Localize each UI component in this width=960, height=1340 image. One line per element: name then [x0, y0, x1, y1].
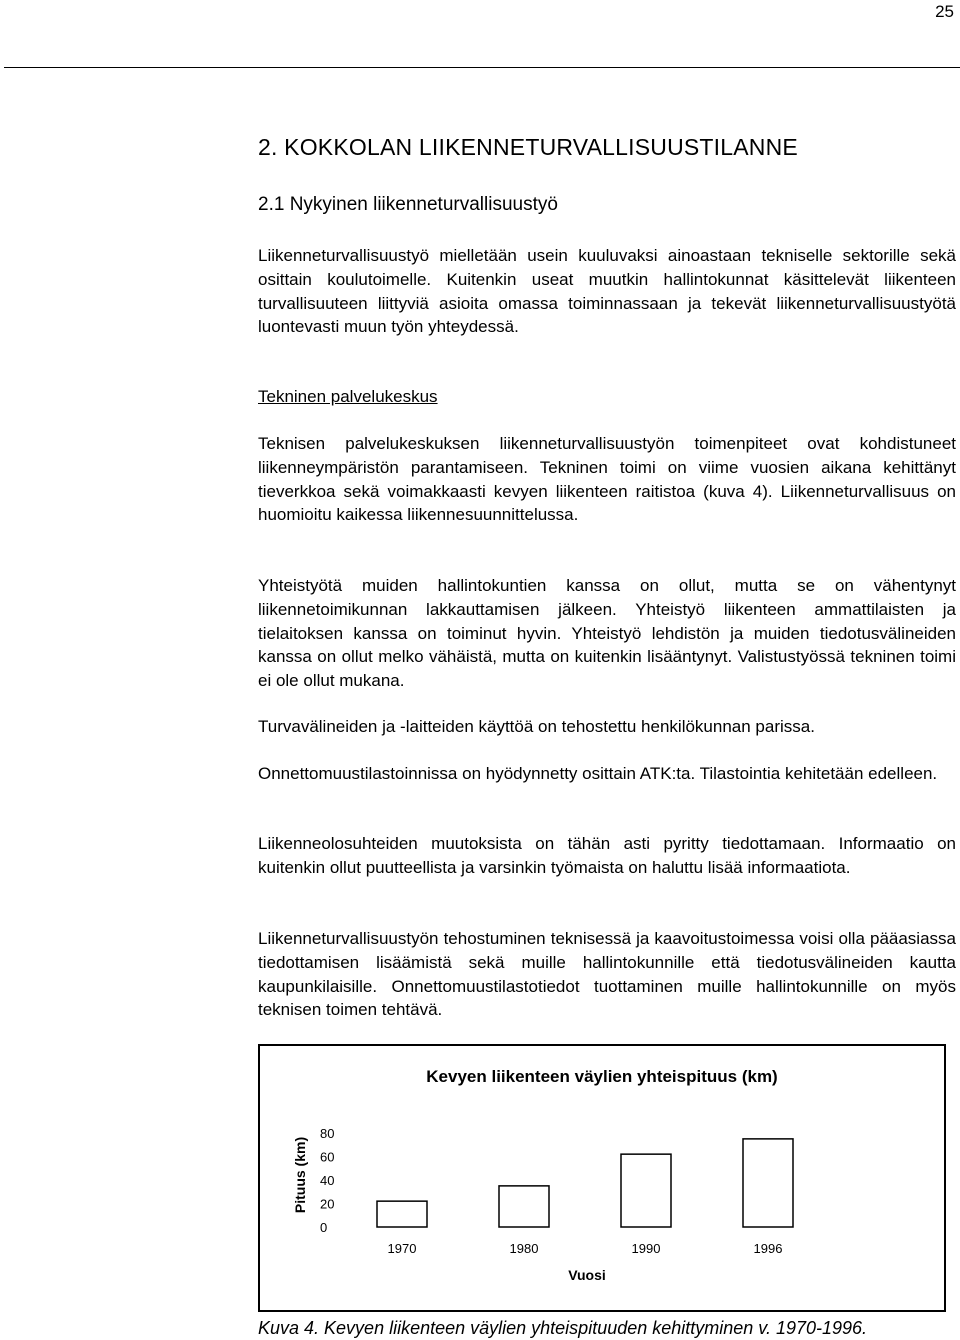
x-tick-label: 1970	[387, 1241, 417, 1256]
bar-1996	[743, 1139, 793, 1227]
body-paragraph: Teknisen palvelukeskuksen liikenneturvallisuustyön toimenpiteet ovat kohdistuneet liikenneympäristön parantamiseen. Tekninen toimi on viime vuosien aikana kehittänyt tieverkkoa sekä voimakkaasti kevyen liikenteen raitistoa (kuva 4). Liikenneturvallisuus on huomioitu kaikessa liikennesuunnittelussa.	[258, 434, 956, 525]
body-paragraph: Liikenneturvallisuustyön tehostuminen teknisessä ja kaavoitustoimessa voisi olla pääasiassa tiedottamisen lisäämistä sekä muille hallintokunnille että tiedotusvälineiden kautta kaupunkilaisille. Onnettomuustilastotiedot tuottaminen muille hallintokunnille on myös teknisen toimen tehtävä.	[258, 929, 956, 1020]
x-tick-label: 1996	[753, 1241, 783, 1256]
body-paragraph: Turvavälineiden ja -laitteiden käyttöä on tehostettu henkilökunnan parissa.	[258, 717, 815, 736]
body-paragraph-6-block	[258, 927, 956, 1022]
x-tick-label: 1990	[631, 1241, 661, 1256]
body-paragraph: Liikenneolosuhteiden muutoksista on tähän asti pyritty tiedottamaan. Informaatio on kuitenkin ollut puutteellista ja varsinkin työmaista on haluttu lisää informaatiota.	[258, 834, 956, 877]
x-axis-label: Vuosi	[568, 1267, 606, 1283]
body-paragraph: Yhteistyötä muiden hallintokuntien kanssa on ollut, mutta se on vähentynyt liikennetoimikunnan lakkauttamisen jälkeen. Yhteistyö liikenteen ammattilaisten ja tielaitoksen kanssa on toiminut hyvin. Yhteistyö lehdistön ja muiden tiedotusvälineiden kanssa on ollut melko vähäistä, mutta on kuitenkin lisääntynyt. Valistustyössä tekninen toimi ei ole ollut mukana.	[258, 576, 956, 691]
y-axis-label: Pituus (km)	[292, 1136, 308, 1214]
y-tick-label: 40	[320, 1173, 335, 1188]
bar-1970	[377, 1201, 427, 1227]
chapter-heading: 2. KOKKOLAN LIIKENNETURVALLISUUSTILANNE	[258, 134, 798, 160]
y-tick-label: 60	[320, 1149, 335, 1165]
bar-1990	[621, 1154, 671, 1227]
figure-caption: Kuva 4. Kevyen liikenteen väylien yhteispituuden kehittyminen v. 1970-1996.	[258, 1318, 868, 1338]
header-rule	[4, 67, 960, 68]
x-tick-label: 1980	[509, 1241, 539, 1256]
y-tick-label: 80	[320, 1126, 335, 1141]
body-paragraph-3-block	[258, 715, 956, 739]
bar-1980	[499, 1186, 549, 1227]
body-paragraph: Onnettomuustilastoinnissa on hyödynnetty osittain ATK:ta. Tilastointia kehitetään edelleen.	[258, 764, 938, 783]
intro-paragraph: Liikenneturvallisuustyö mielletään usein kuuluvaksi ainoastaan tekniselle sektorille sekä osittain koulutoimelle. Kuitenkin useat muutkin hallintokunnat käsittelevät liikenteen turvallisuuteen liittyviä asioita omassa toiminnassaan ja tekevät liikenneturvallisuustyötä luontevasti muun työn yhteydessä.	[258, 246, 956, 337]
body-paragraph-1-block	[258, 432, 956, 527]
page-number: 25	[935, 2, 954, 21]
body-paragraph-2-block	[258, 574, 956, 693]
y-tick-label: 20	[320, 1196, 335, 1212]
body-paragraph-4-block	[258, 762, 956, 786]
intro-block	[258, 244, 956, 339]
body-paragraph-5-block	[258, 832, 956, 880]
y-tick-label: 0	[320, 1220, 328, 1235]
section-heading: 2.1 Nykyinen liikenneturvallisuustyö	[258, 194, 558, 215]
chart-title: Kevyen liikenteen väylien yhteispituus (km)	[426, 1067, 778, 1086]
chart-frame	[258, 1044, 946, 1312]
bar-chart	[260, 1046, 944, 1310]
subsection-title-block	[258, 385, 956, 409]
subsection-title: Tekninen palvelukeskus	[258, 387, 438, 406]
